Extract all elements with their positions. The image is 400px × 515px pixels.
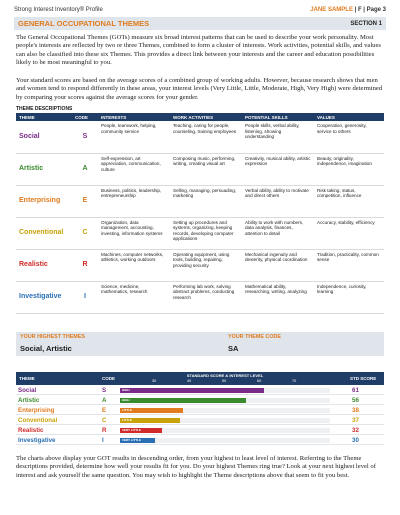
theme-code: R [72, 249, 98, 281]
theme-activities: Operating equipment, using tools, building, repairing, providing security [170, 249, 242, 281]
theme-code: C [72, 217, 98, 249]
graph-theme-name: Realistic [18, 427, 44, 434]
theme-values: Accuracy, stability, efficiency [314, 217, 384, 249]
theme-skills: Ability to work with numbers, data analysis, finances, attention to detail [242, 217, 314, 249]
section-header [14, 17, 386, 30]
product-name: Strong Interest Inventory® Profile [14, 7, 103, 13]
theme-skills: Verbal ability, ability to motivate and direct others [242, 185, 314, 217]
theme-values: Beauty, originality, independence, imagination [314, 153, 384, 185]
theme-code: I [72, 281, 98, 313]
theme-code-value: SA [228, 344, 239, 353]
graph-std-score: 37 [352, 417, 359, 424]
col-theme: THEME [16, 113, 72, 121]
score-bar [120, 418, 180, 423]
interest-level: LITTLE [122, 418, 133, 422]
closing-paragraph: The charts above display your GOT results in descending order, from your highest to least level of interest. Referring to the Theme descriptions provided, determine how well your results fit for you. Do your highest Themes ring true? Look at your next highest level of interest and ask yourself the same question. You may wish to highlight the Theme descriptions above that seem to fit you best. [16, 455, 376, 479]
scale-tick: 70 [292, 379, 297, 383]
page-number: | F | Page 3 [354, 7, 386, 13]
score-bar [120, 388, 264, 393]
graph-std-score: 61 [352, 387, 359, 394]
col-values: VALUES [314, 113, 384, 121]
highest-themes-box [16, 332, 384, 356]
graph-col-theme: THEME [19, 376, 35, 381]
theme-code: A [72, 153, 98, 185]
theme-skills: Mechanical ingenuity and dexterity, physical coordination [242, 249, 314, 281]
graph-theme-code: S [102, 387, 107, 394]
theme-activities: Selling, managing, persuading, marketing [170, 185, 242, 217]
score-bar [120, 438, 155, 443]
theme-row-enterprising [16, 185, 384, 217]
interest-level: VERY LITTLE [122, 438, 142, 442]
score-track [120, 438, 330, 443]
scale-tick: 30 [152, 379, 157, 383]
theme-descriptions-table [16, 113, 384, 314]
graph-theme-code: E [102, 407, 107, 414]
graph-theme-name: Conventional [18, 417, 58, 424]
page-identifier [310, 7, 386, 13]
interest-level: HIGH [122, 388, 130, 392]
graph-theme-code: A [102, 397, 107, 404]
scale-tick: 50 [222, 379, 227, 383]
theme-code: S [72, 121, 98, 153]
theme-interests: Business, politics, leadership, entrepreneurship [98, 185, 170, 217]
score-track [120, 398, 330, 403]
section-title: GENERAL OCCUPATIONAL THEMES [18, 19, 150, 28]
theme-name: Artistic [16, 153, 72, 185]
graph-col-code: CODE [102, 376, 116, 381]
score-bar [120, 428, 162, 433]
highest-themes-label: YOUR HIGHEST THEMES [20, 334, 85, 340]
theme-score-graph [16, 372, 384, 448]
graph-std-score: 38 [352, 407, 359, 414]
interest-level: HIGH [122, 398, 130, 402]
sample-name: JANE SAMPLE [310, 7, 353, 13]
interest-level: LITTLE [122, 408, 133, 412]
theme-row-investigative [16, 281, 384, 313]
theme-name: Realistic [16, 249, 72, 281]
theme-interests: Science, medicine, mathematics, research [98, 281, 170, 313]
graph-theme-name: Social [18, 387, 37, 394]
score-bar [120, 398, 246, 403]
intro-paragraph-1: The General Occupational Themes (GOTs) measure six broad interest patterns that can be used to describe your work personality. Most people's interests are reflected by two or three Themes, combined to form a cluster of interests. Work activities, potential skills, and values can also be classified into these six Themes. This provides a direct link between your interests and the career and education possibilities likely to be most meaningful to you. [16, 34, 381, 67]
col-potential-skills: POTENTIAL SKILLS [242, 113, 314, 121]
graph-row-conventional [16, 416, 384, 425]
graph-std-score: 30 [352, 437, 359, 444]
theme-row-conventional [16, 217, 384, 249]
theme-skills: Creativity, musical ability, artistic expression [242, 153, 314, 185]
graph-std-score: 56 [352, 397, 359, 404]
score-track [120, 428, 330, 433]
theme-row-artistic [16, 153, 384, 185]
graph-theme-name: Enterprising [18, 407, 55, 414]
theme-activities: Setting up procedures and systems, organizing, keeping records, developing computer applications [170, 217, 242, 249]
scale-tick: 60 [257, 379, 262, 383]
theme-row-social [16, 121, 384, 153]
graph-row-social [16, 386, 384, 395]
graph-row-artistic [16, 396, 384, 405]
graph-row-realistic [16, 426, 384, 435]
theme-values: Independence, curiosity, learning [314, 281, 384, 313]
theme-descriptions-label: THEME DESCRIPTIONS [16, 106, 73, 112]
interest-level: VERY LITTLE [122, 428, 142, 432]
graph-theme-code: I [102, 437, 104, 444]
graph-std-score: 32 [352, 427, 359, 434]
col-work-activities: WORK ACTIVITIES [170, 113, 242, 121]
theme-skills: People skills, verbal ability, listening, showing understanding [242, 121, 314, 153]
graph-col-scale: STANDARD SCORE & INTEREST LEVEL [186, 373, 264, 378]
graph-row-enterprising [16, 406, 384, 415]
theme-activities: Performing lab work, solving abstract problems, conducting research [170, 281, 242, 313]
highest-themes-value: Social, Artistic [20, 344, 72, 353]
theme-code: E [72, 185, 98, 217]
graph-row-investigative [16, 436, 384, 445]
theme-row-realistic [16, 249, 384, 281]
graph-theme-code: R [102, 427, 107, 434]
section-number: SECTION 1 [350, 20, 382, 27]
score-track [120, 388, 330, 393]
score-track [120, 418, 330, 423]
theme-skills: Mathematical ability, researching, writing, analyzing [242, 281, 314, 313]
theme-values: Tradition, practicality, common sense [314, 249, 384, 281]
theme-values: Risk taking, status, competition, influence [314, 185, 384, 217]
page-topbar [14, 4, 386, 16]
theme-activities: Composing music, performing, writing, creating visual art [170, 153, 242, 185]
theme-name: Investigative [16, 281, 72, 313]
theme-interests: Self-expression, art appreciation, communication, culture [98, 153, 170, 185]
intro-paragraph-2: Your standard scores are based on the average scores of a combined group of working adults. However, because research shows that men and women tend to respond differently in these areas, your interest levels (Very Little, Little, Moderate, High, Very High) were determined by comparing your scores against the average scores for your gender. [16, 77, 383, 101]
theme-interests: Organization, data management, accounting, investing, information systems [98, 217, 170, 249]
col-interests: INTERESTS [98, 113, 170, 121]
theme-interests: People, teamwork, helping, community service [98, 121, 170, 153]
theme-name: Social [16, 121, 72, 153]
theme-table-header [16, 113, 384, 121]
theme-name: Enterprising [16, 185, 72, 217]
graph-theme-code: C [102, 417, 107, 424]
score-track [120, 408, 330, 413]
scale-tick: 40 [187, 379, 192, 383]
graph-theme-name: Artistic [18, 397, 40, 404]
theme-values: Cooperation, generosity, service to others [314, 121, 384, 153]
theme-activities: Teaching, caring for people, counseling, training employees [170, 121, 242, 153]
graph-header [16, 372, 384, 385]
theme-interests: Machines, computer networks, athletics, working outdoors [98, 249, 170, 281]
col-code: CODE [72, 113, 98, 121]
graph-theme-name: Investigative [18, 437, 56, 444]
theme-code-label: YOUR THEME CODE [228, 334, 282, 340]
theme-name: Conventional [16, 217, 72, 249]
score-bar [120, 408, 183, 413]
graph-col-score: STD SCORE [350, 376, 377, 381]
